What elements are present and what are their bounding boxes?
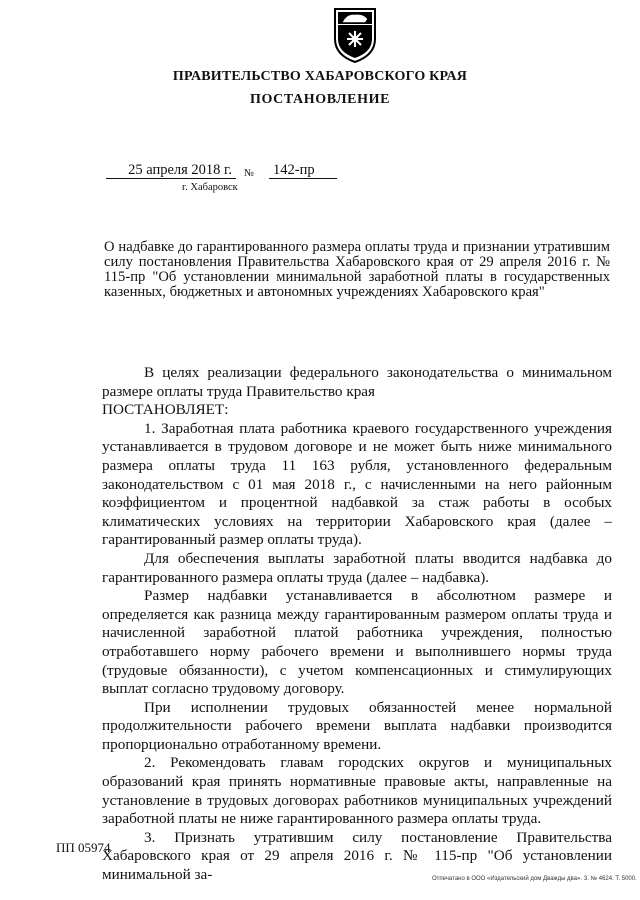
body-paragraph: 3. Признать утратившим силу постановление Правительства Хабаровского края от 29 апреля 2016 г. № 115-пр "Об установлении минимальной за- <box>102 828 612 884</box>
document-date: 25 апреля 2018 г. <box>106 162 236 179</box>
document-city: г. Хабаровск <box>182 182 238 193</box>
organization-title: ПРАВИТЕЛЬСТВО ХАБАРОВСКОГО КРАЯ <box>172 69 468 84</box>
document-code: ПП 05974 <box>56 840 111 855</box>
decree-heading: ПОСТАНОВЛЯЕТ: <box>102 401 229 419</box>
body-paragraph: Размер надбавки устанавливается в абсолютном размере и определяется как разница между гарантированным размером оплаты труда и начисленной заработной платой работника учреждения, полностью отработавшего норму рабочего времени и выполнившего нормы труда (трудовые обязанности), с учетом компенсационных и стимулирующих выплат согласно трудовому договору. <box>102 587 612 698</box>
printer-imprint: Отпечатано в ООО «Издательский дом Дважды два». З. № 4624. Т. 5000. <box>432 876 637 882</box>
body-paragraph: Для обеспечения выплаты заработной платы вводится надбавка до гарантированного размера оплаты труда (далее – надбавка). <box>102 549 612 586</box>
number-sign: № <box>244 168 255 179</box>
body-paragraph: 2. Рекомендовать главам городских округов и муниципальных образований края принять нормативные правовые акты, направленные на установление в трудовых договорах работников муниципальных учреждений заработной платы не ниже гарантированного размера оплаты труда. <box>102 754 612 828</box>
body-paragraph: При исполнении трудовых обязанностей менее нормальной продолжительности рабочего времени выплата надбавки производится пропорционально отработанному времени. <box>102 698 612 753</box>
intro-paragraph: В целях реализации федерального законодательства о минимальном размере оплаты труда Правительство края <box>102 364 612 400</box>
body-paragraph: 1. Заработная плата работника краевого государственного учреждения устанавливается в трудовом договоре и не может быть ниже минимального размера оплаты труда 11 163 рубля, установленного федеральным законодательством с 01 мая 2018 г., с начисленными на него районным коэффициентом и процентной надбавкой за стаж работы в особых климатических условиях на территории Хабаровского края (далее – гарантированный размер оплаты труда). <box>102 419 612 549</box>
document-subject: О надбавке до гарантированного размера оплаты труда и признании утратившим силу постановления Правительства Хабаровского края от 29 апреля 2016 г. № 115-пр "Об установлении минимальной заработной платы в государственных казенных, бюджетных и автономных учреждениях Хабаровского края" <box>104 239 610 300</box>
document-number: 142-пр <box>269 162 337 179</box>
document-body <box>102 364 612 885</box>
document-type: ПОСТАНОВЛЕНИЕ <box>249 92 391 107</box>
coat-of-arms-icon <box>329 5 381 65</box>
